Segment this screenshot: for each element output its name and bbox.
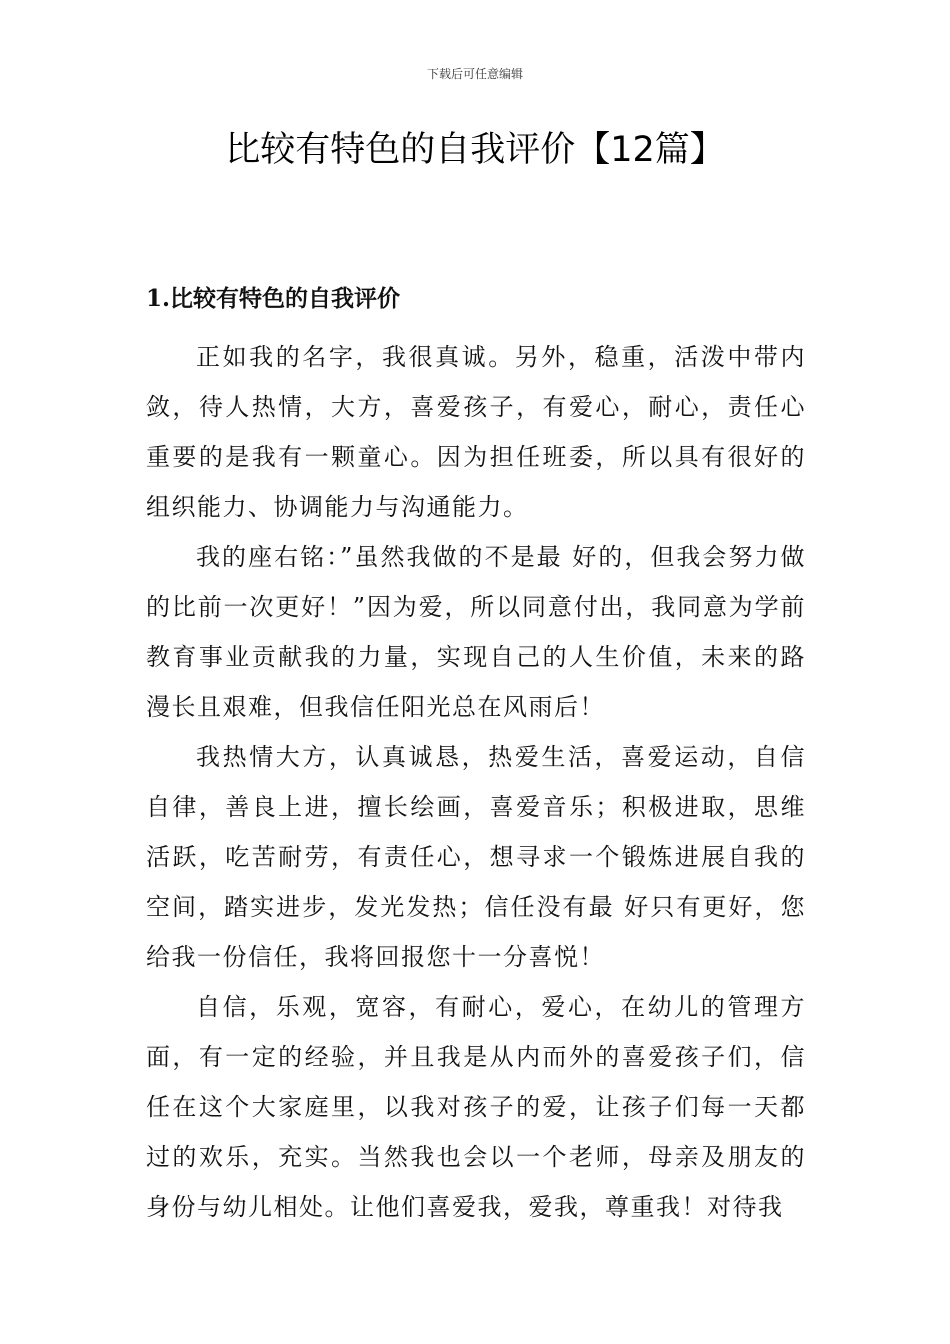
paragraph: 我热情大方，认真诚恳，热爱生活，喜爱运动，自信自律，善良上进，擅长绘画，喜爱音乐；积极进取，思维活跃，吃苦耐劳，有责任心，想寻求一个锻炼进展自我的空间，踏实进步，发光发热；信任没有最 好只有更好，您给我一份信任，我将回报您十一分喜悦！ bbox=[146, 743, 806, 971]
header-note: 下载后可任意编辑 bbox=[426, 67, 523, 81]
body-text bbox=[146, 332, 806, 1232]
paragraph: 我的座右铭：”虽然我做的不是最 好的，但我会努力做的比前一次更好！”因为爱，所以同意付出，我同意为学前教育事业贡献我的力量，实现自己的人生价值，未来的路漫长且艰难，但我信任阳光总在风雨后！ bbox=[146, 543, 806, 721]
document-title: 比较有特色的自我评价【12篇】 bbox=[225, 130, 725, 170]
section-heading: 1.比较有特色的自我评价 bbox=[146, 285, 401, 312]
paragraph: 自信，乐观，宽容，有耐心，爱心，在幼儿的管理方面，有一定的经验，并且我是从内而外的喜爱孩子们，信任在这个大家庭里，以我对孩子的爱，让孩子们每一天都过的欢乐，充实。当然我也会以一个老师，母亲及朋友的身份与幼儿相处。让他们喜爱我，爱我，尊重我！对待我 bbox=[146, 993, 806, 1221]
paragraph: 正如我的名字，我很真诚。另外，稳重，活泼中带内敛，待人热情，大方，喜爱孩子，有爱心，耐心，责任心重要的是我有一颗童心。因为担任班委，所以具有很好的组织能力、协调能力与沟通能力。 bbox=[146, 343, 806, 521]
